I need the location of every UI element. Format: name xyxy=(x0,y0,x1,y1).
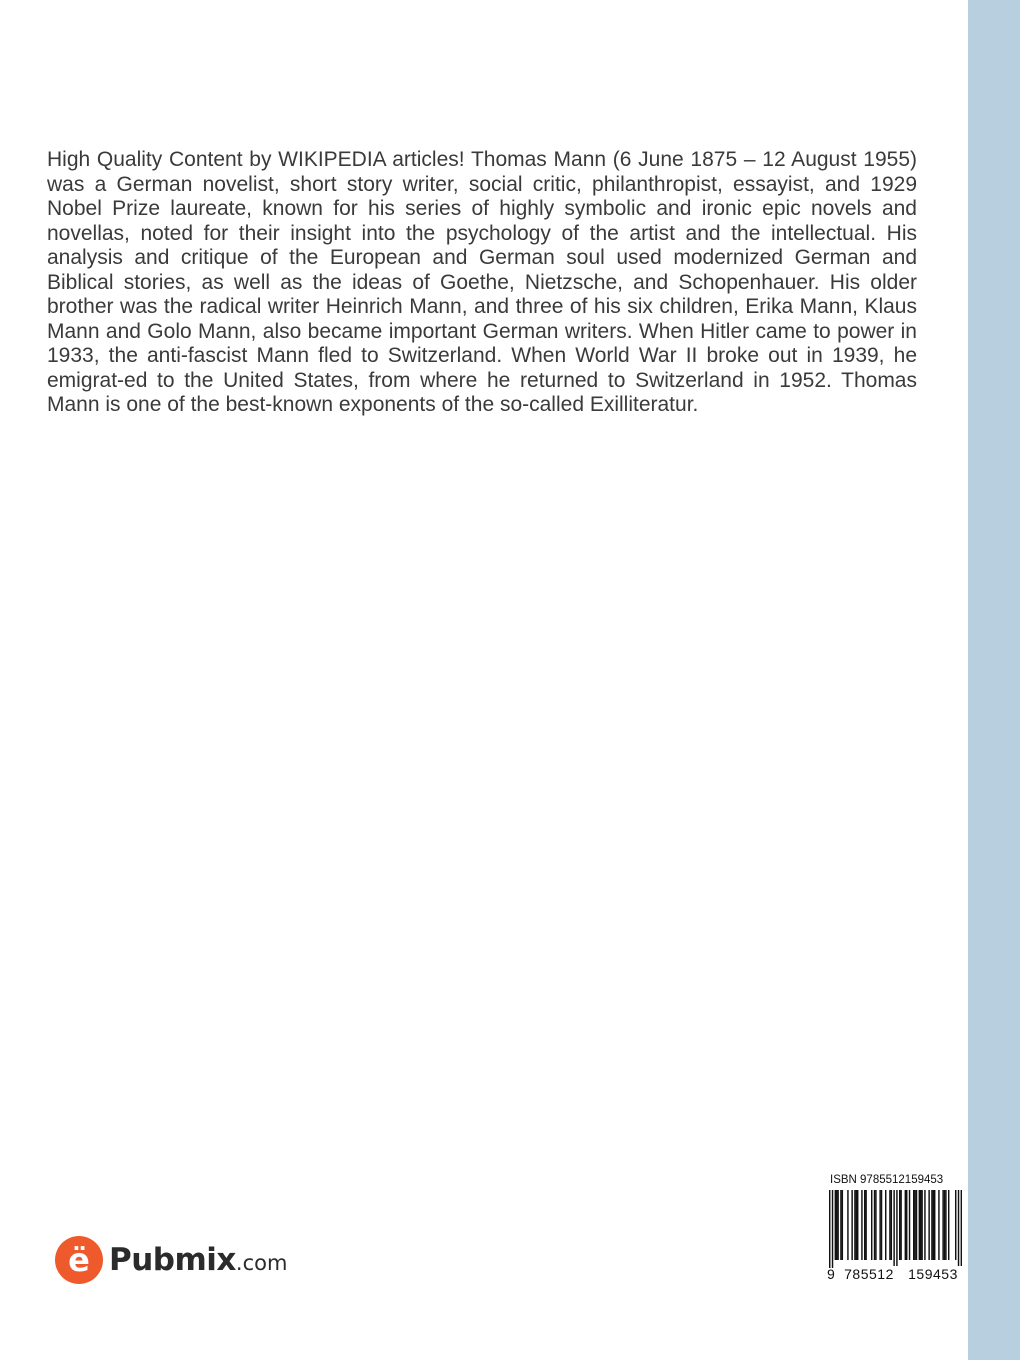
barcode-bar xyxy=(916,1190,917,1260)
barcode-digits-right: 159453 xyxy=(901,1266,965,1282)
barcode-bar xyxy=(874,1190,875,1260)
publisher-wordmark xyxy=(109,1242,287,1278)
cover-spine-strip xyxy=(968,0,1020,1360)
barcode-bar xyxy=(933,1190,934,1260)
barcode-digit-first: 9 xyxy=(827,1266,835,1282)
barcode-bar xyxy=(945,1190,946,1260)
barcode-digits-left: 785512 xyxy=(837,1266,901,1282)
barcode-bar xyxy=(861,1190,862,1260)
barcode-bar xyxy=(948,1190,949,1260)
barcode-bar xyxy=(899,1190,900,1260)
barcode-bar xyxy=(835,1190,836,1260)
publisher-name: Pubmix xyxy=(109,1242,236,1278)
publisher-logo-letter: ë xyxy=(68,1241,90,1279)
publisher-logo xyxy=(55,1235,287,1285)
barcode-bar xyxy=(851,1190,852,1260)
barcode-bar xyxy=(832,1190,833,1268)
barcode-bar xyxy=(958,1190,959,1268)
barcode-bar xyxy=(837,1190,838,1260)
barcode-bar xyxy=(938,1190,939,1260)
barcode-bar xyxy=(854,1190,855,1260)
barcode-bar xyxy=(909,1190,910,1260)
publisher-logo-icon xyxy=(55,1236,103,1284)
barcode-bar xyxy=(840,1190,841,1260)
barcode-bar xyxy=(906,1190,907,1260)
barcode-bar xyxy=(885,1190,886,1260)
barcode-bar xyxy=(924,1190,925,1260)
barcode-bar xyxy=(944,1190,945,1260)
barcode-bar xyxy=(905,1190,906,1260)
barcode-bar xyxy=(871,1190,872,1260)
barcode-bar xyxy=(879,1190,880,1260)
barcode-bar xyxy=(881,1190,882,1260)
barcode-bar xyxy=(914,1190,915,1260)
barcode-bar xyxy=(921,1190,922,1260)
barcode-bar xyxy=(891,1190,892,1260)
barcode-bar xyxy=(955,1190,956,1260)
barcode-bar xyxy=(857,1190,858,1260)
barcode-bar xyxy=(919,1190,920,1260)
barcode-bar xyxy=(913,1190,914,1260)
barcode-bar xyxy=(928,1190,929,1260)
barcode-bar xyxy=(893,1190,894,1268)
barcode-bar xyxy=(931,1190,932,1260)
barcode-bar xyxy=(961,1190,962,1268)
isbn-barcode xyxy=(826,1170,965,1290)
barcode-bar xyxy=(864,1190,865,1260)
barcode-bar xyxy=(934,1190,935,1260)
barcode-bar xyxy=(875,1190,876,1260)
cover-blurb: High Quality Content by WIKIPEDIA articles! Thomas Mann (6 June 1875 – 12 August 1955) was a German novelist, short story writer, social critic, philanthropist, essayist, and 1929 Nobel Prize laureate, known for his series of highly symbolic and ironic epic novels and novellas, noted for their insight into the psychology of the artist and the intellectual. His analysis and critique of the European and German soul used modernized German and Biblical stories, as well as the ideas of Goethe, Nietzsche, and Schopenhauer. His older brother was the radical writer Heinrich Mann, and three of his six children, Erika Mann, Klaus Mann and Golo Mann, also became important German writers. When Hitler came to power in 1933, the anti-fascist Mann fled to Switzerland. When World War II broke out in 1939, he emigrat-ed to the United States, from where he returned to Switzerland in 1952. Thomas Mann is one of the best-known exponents of the so-called Exilliteratur. xyxy=(47,148,917,416)
barcode-digits xyxy=(826,1266,965,1282)
isbn-label: ISBN 9785512159453 xyxy=(830,1174,944,1186)
barcode-bar xyxy=(829,1190,830,1268)
barcode-bar xyxy=(900,1190,901,1260)
publisher-tld: .com xyxy=(235,1251,288,1275)
barcode-bar xyxy=(836,1190,837,1260)
barcode-bar xyxy=(842,1190,843,1260)
barcode-bar xyxy=(856,1190,857,1260)
barcode-bar xyxy=(920,1190,921,1260)
barcode-bar xyxy=(889,1190,890,1260)
barcode-bar xyxy=(942,1190,943,1260)
barcode-bar xyxy=(896,1190,897,1268)
barcode-bar xyxy=(847,1190,848,1260)
barcode-bar xyxy=(865,1190,866,1260)
barcode-bars xyxy=(829,1190,962,1268)
